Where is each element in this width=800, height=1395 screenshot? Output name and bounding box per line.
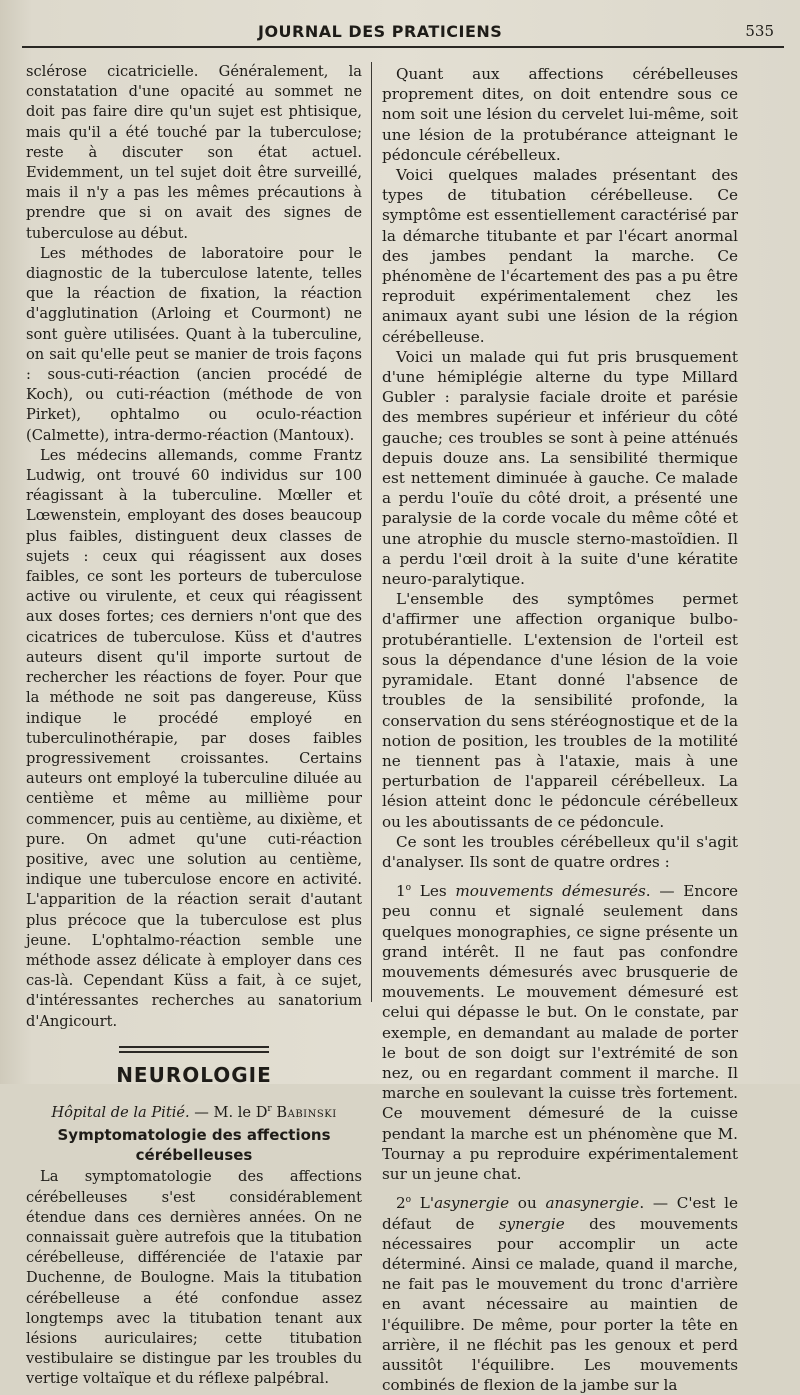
- item-2-term-c: synergie: [498, 1214, 565, 1233]
- item-ordinal-1: o: [405, 883, 412, 894]
- item-2-term-b: anasynergie: [545, 1194, 640, 1213]
- byline-separator: — M. le D: [189, 1103, 268, 1121]
- item-2-joiner: ou: [509, 1194, 546, 1213]
- item-2-prefix: L': [411, 1194, 435, 1213]
- left-paragraph-4: La symptomatologie des affections cérébelleuses s'est considérablement étendue dans ces dernières années. On ne connaissait guère autrefois que la titubation cérébelleuse, différenciée de l'ataxie par Duchenne, de Boulogne. Mais la titubation cérébelleuse a été confondue assez longtemps avec la titubation tenant aux lésions auriculaires; cette titubation vestibulaire se distingue par les troubles du vertige voltaïque et du réflexe palpébral.: [26, 1168, 362, 1388]
- left-paragraph-3: Les médecins allemands, comme Frantz Ludwig, ont trouvé 60 individus sur 100 réagissant à la tuberculine. Mœller et Lœwenstein, employant des doses beaucoup plus faibles, distinguent deux classes de sujets : ceux qui réagissent aux doses faibles, ce sont les porteurs de tuberculose active ou virulente, et ceux qui réagissent aux doses fortes; ces derniers n'ont que des cicatrices de tuberculose. Küss et d'autres auteurs disent qu'il importe surtout de rechercher les réactions de foyer. Pour que la méthode ne soit pas dangereuse, Küss indique le procédé employé en tuberculinothérapie, par doses faibles progressivement croissantes. Certains auteurs ont employé la tuberculine diluée au centième et même au millième pour commencer, puis au centième, au dixième, et pure. On admet qu'une cuti-réaction positive, avec une solution au centième, indique une tuberculose encore en activité. L'apparition de la réaction serait d'autant plus précoce que la tuberculose est plus jeune. L'ophtalmo-réaction semble une méthode assez délicate à employer dans ces cas-là. Cependant Küss a fait, à ce sujet, d'intéressantes recherches au sanatorium d'Angicourt.: [26, 446, 362, 1030]
- running-header: [0, 20, 800, 48]
- section-title: NEUROLOGIE: [116, 1062, 272, 1087]
- section-header: [26, 1046, 362, 1085]
- byline-author: Babinski: [276, 1103, 337, 1121]
- article-byline: [26, 1099, 362, 1123]
- right-paragraph-7: [382, 1190, 738, 1395]
- journal-title: JOURNAL DES PRATICIENS: [258, 22, 503, 41]
- item-2-text: des mouvements nécessaires pour accomplir un acte déterminé. Ainsi ce malade, quand il marche, ne fait pas le mouvement du tronc d'arrière en avant nécessaire au maintien de l'équilibre. De même, pour porter la tête en arrière, il ne fléchit pas les genoux et perd aussitôt l'équilibre. Les mouvements combinés de flexion de la jambe sur la: [382, 1214, 738, 1395]
- right-paragraph-1: Quant aux affections cérébelleuses proprement dites, on doit entendre sous ce nom soit une lésion du cervelet lui-même, soit une lésion de la protubérance atteignant le pédoncule cérébelleux.: [382, 65, 738, 164]
- right-column: [382, 64, 738, 1395]
- column-divider: [371, 62, 372, 1002]
- right-paragraph-6: [382, 878, 738, 1184]
- right-paragraph-4: L'ensemble des symptômes permet d'affirmer une affection organique bulbo-protubérantielle. L'extension de l'orteil est sous la dépendance d'une lésion de la voie pyramidale. Etant donné l'absence de troubles de la sensibilité profonde, la conservation du sens stéréognostique et de la notion de position, les troubles de la motilité ne tiennent pas à l'ataxie, mais à une perturbation de l'appareil cérébelleux. La lésion atteint donc le pédoncule cérébelleux ou les aboutissants de ce pédoncule.: [382, 590, 738, 831]
- byline-place: Hôpital de la Pitié.: [51, 1103, 190, 1121]
- item-2-term-a: asynergie: [434, 1194, 510, 1213]
- right-paragraph-5: Ce sont les troubles cérébelleux qu'il s'agit d'analyser. Ils sont de quatre ordres :: [382, 832, 738, 871]
- right-paragraph-3: Voici un malade qui fut pris brusquement d'une hémiplégie alterne du type Millard Gubler : paralysie faciale droite et parésie des membres supérieur et inférieur du côté gauche; ces troubles se sont à peine atténués depuis douze ans. La sensibilité thermique est nettement diminuée à gauche. Ce malade a perdu l'ouïe du côté droit, a présenté une paralysie de la corde vocale du même côté et une atrophie du muscle sterno-mastoïdien. Il a perdu l'œil droit à la suite d'une kératite neuro-paralytique.: [382, 347, 738, 589]
- item-1-term: mouvements démesurés: [455, 882, 646, 901]
- item-number-2: 2: [396, 1194, 406, 1213]
- article-title: Symptomatologie des affections cérébelleuses: [57, 1126, 331, 1165]
- left-column: [26, 62, 362, 1390]
- header-rule: [22, 46, 784, 48]
- right-paragraph-2: Voici quelques malades présentant des types de titubation cérébelleuse. Ce symptôme est essentiellement caractérisé par la démarche titubante et par l'écart anormal des jambes pendant la marche. Ce phénomène de l'écartement des pas a pu être reproduit expérimentalement chez les animaux ayant subi une lésion de la région cérébelleuse.: [382, 166, 738, 346]
- section-rule: [119, 1046, 269, 1053]
- item-1-prefix: Les: [411, 882, 456, 901]
- item-ordinal-2: o: [405, 1195, 412, 1206]
- left-paragraph-2: Les méthodes de laboratoire pour le diagnostic de la tuberculose latente, telles que la réaction de fixation, la réaction d'agglutination (Arloing et Courmont) ne sont guère utilisées. Quant à la tuberculine, on sait qu'elle peut se manier de trois façons : sous-cuti-réaction (ancien procédé de Koch), ou cuti-réaction (méthode de von Pirket), ophtalmo ou oculo-réaction (Calmette), intra-dermo-réaction (Mantoux).: [26, 244, 362, 444]
- item-number-1: 1: [396, 882, 406, 901]
- item-2-definition-lead: . — C'est le défaut de: [382, 1194, 738, 1233]
- page-number: 535: [745, 22, 774, 40]
- byline-superscript: r: [267, 1103, 272, 1114]
- left-paragraph-1: sclérose cicatricielle. Généralement, la constatation d'une opacité au sommet ne doit pas faire dire qu'un sujet est phtisique, mais qu'il a été touché par la tuberculose; reste à discuter son état actuel. Evidemment, un tel sujet doit être surveillé, mais il n'y a pas les mêmes précautions à prendre que si on avait des signes de tuberculose au début.: [26, 63, 362, 242]
- item-1-text: . — Encore peu connu et signalé seulement dans quelques monographies, ce signe présente un grand intérêt. Il ne faut pas confondre mouvements démesurés avec brusquerie de mouvements. Le mouvement démesuré est celui qui dépasse le but. On le constate, par exemple, en demandant au malade de porter le bout de son doigt sur l'extrémité de son nez, ou en regardant comment il marche. Il marche en soulevant la cuisse très fortement. Ce mouvement démesuré de la cuisse pendant la marche est un phénomène que M. Tournay a pu reproduire expérimentalement sur un jeune chat.: [382, 882, 739, 1184]
